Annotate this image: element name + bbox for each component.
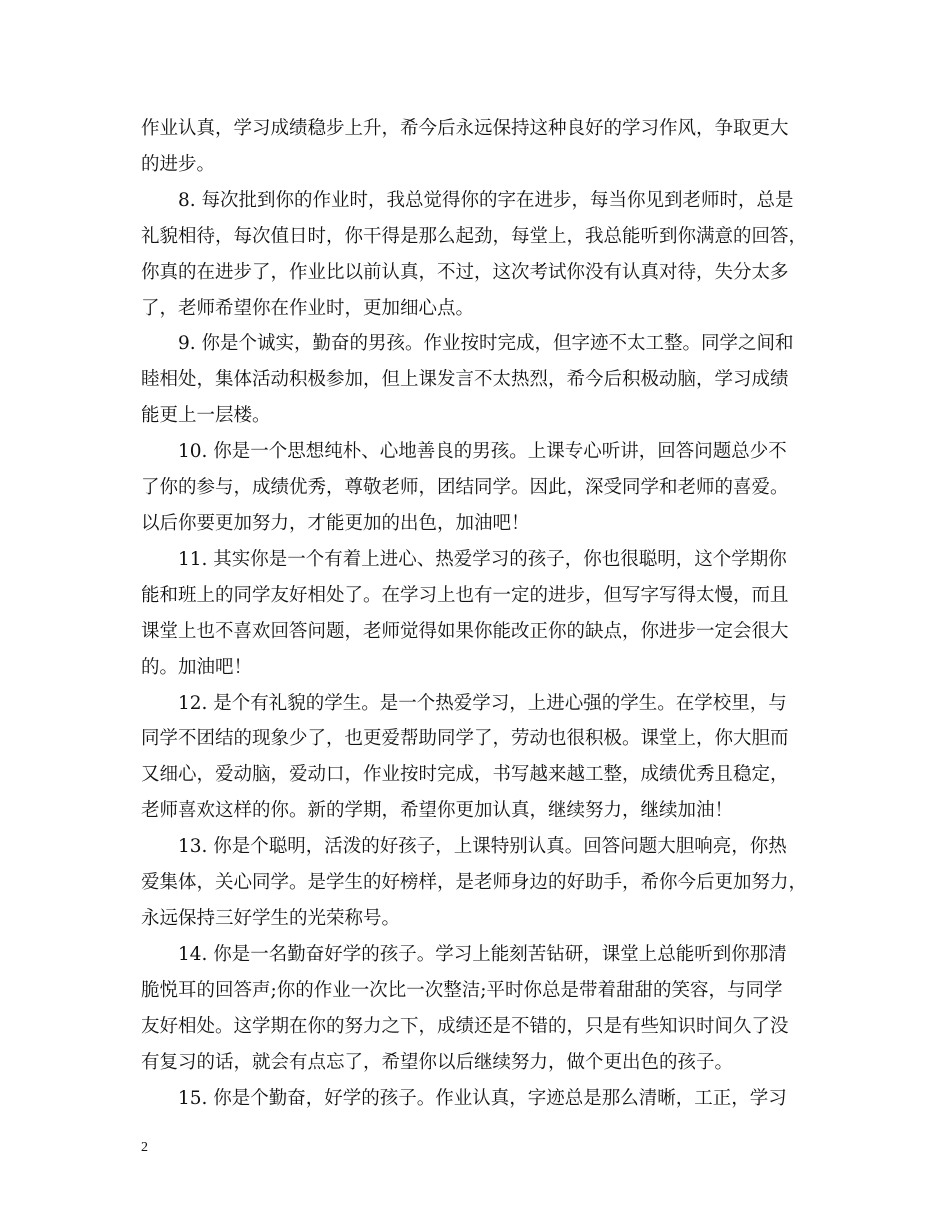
text-line-content: 能和班上的同学友好相处了。在学习上也有一定的进步，但写字写得太慢，而且: [141, 585, 789, 606]
text-line: [0, 974, 950, 1008]
text-line-content: 睦相处，集体活动积极参加，但上课发言不太热烈，希今后积极动脑，学习成绩: [141, 369, 789, 390]
text-line-content: 10. 你是一个思想纯朴、心地善良的男孩。上课专心听讲，回答问题总少不: [178, 441, 787, 462]
text-line-content: 老师喜欢这样的你。新的学期，希望你更加认真，继续努力，继续加油！: [141, 800, 734, 821]
text-line: [0, 184, 950, 218]
text-line: [0, 112, 950, 146]
text-line-content: 了，老师希望你在作业时，更加细心点。: [141, 298, 475, 319]
text-line-content: 有复习的话，就会有点忘了，希望你以后继续努力，做个更出色的孩子。: [141, 1052, 734, 1073]
page-number: 2: [141, 1140, 148, 1155]
text-line: [0, 651, 950, 685]
text-line: [0, 579, 950, 613]
text-line: [0, 148, 950, 182]
text-line-content: 8. 每次批到你的作业时，我总觉得你的字在进步，每当你见到老师时，总是: [178, 190, 794, 211]
text-line-content: 又细心，爱动脑，爱动口，作业按时完成，书写越来越工整，成绩优秀且稳定，: [141, 764, 789, 785]
text-line: [0, 615, 950, 649]
text-line: [0, 830, 950, 864]
text-line: [0, 722, 950, 756]
text-line-content: 11. 其实你是一个有着上进心、热爱学习的孩子，你也很聪明，这个学期你: [178, 549, 787, 570]
text-line-content: 友好相处。这学期在你的努力之下，成绩还是不错的，只是有些知识时间久了没: [141, 1016, 789, 1037]
text-line-content: 14. 你是一名勤奋好学的孩子。学习上能刻苦钻研，课堂上总能听到你那清: [178, 944, 787, 965]
text-line: [0, 1010, 950, 1044]
text-line-content: 了你的参与，成绩优秀，尊敬老师，团结同学。因此，深受同学和老师的喜爱。: [141, 477, 789, 498]
text-line-content: 同学不团结的现象少了，也更爱帮助同学了，劳动也很积极。课堂上，你大胆而: [141, 728, 789, 749]
text-line-content: 15. 你是个勤奋，好学的孩子。作业认真，字迹总是那么清晰，工正，学习: [178, 1088, 787, 1109]
text-line: [0, 471, 950, 505]
text-line: [0, 292, 950, 326]
text-line-content: 9. 你是个诚实，勤奋的男孩。作业按时完成，但字迹不太工整。同学之间和: [178, 333, 794, 354]
text-line: [0, 1082, 950, 1116]
text-line-content: 永远保持三好学生的光荣称号。: [141, 908, 401, 929]
text-line-content: 课堂上也不喜欢回答问题，老师觉得如果你能改正你的缺点，你进步一定会很大: [141, 621, 789, 642]
text-line-content: 能更上一层楼。: [141, 405, 271, 426]
text-line: [0, 1046, 950, 1080]
text-line-content: 的进步。: [141, 154, 216, 175]
text-line-content: 礼貌相待，每次值日时，你干得是那么起劲，每堂上，我总能听到你满意的回答，: [141, 226, 808, 247]
text-line: [0, 399, 950, 433]
text-line-content: 的。加油吧！: [141, 657, 253, 678]
text-line: [0, 220, 950, 254]
text-line-content: 13. 你是个聪明，活泼的好孩子，上课特别认真。回答问题大胆响亮，你热: [178, 836, 787, 857]
text-line: [0, 794, 950, 828]
text-line-content: 以后你要更加努力，才能更加的出色，加油吧！: [141, 513, 530, 534]
text-line: [0, 938, 950, 972]
text-line-content: 脆悦耳的回答声;你的作业一次比一次整洁;平时你总是带着甜甜的笑容，与同学: [141, 980, 783, 1001]
text-line: [0, 758, 950, 792]
text-line: [0, 902, 950, 936]
text-line: [0, 327, 950, 361]
text-line: [0, 507, 950, 541]
text-line-content: 12. 是个有礼貌的学生。是一个热爱学习，上进心强的学生。在学校里，与: [178, 693, 787, 714]
text-line: [0, 543, 950, 577]
text-line: [0, 687, 950, 721]
text-line: [0, 435, 950, 469]
text-line: [0, 363, 950, 397]
text-line: [0, 256, 950, 290]
text-line-content: 作业认真，学习成绩稳步上升，希今后永远保持这种良好的学习作风，争取更大: [141, 118, 789, 139]
text-line: [0, 866, 950, 900]
text-line-content: 爱集体，关心同学。是学生的好榜样，是老师身边的好助手，希你今后更加努力，: [141, 872, 808, 893]
text-line-content: 你真的在进步了，作业比以前认真，不过，这次考试你没有认真对待，失分太多: [141, 262, 789, 283]
